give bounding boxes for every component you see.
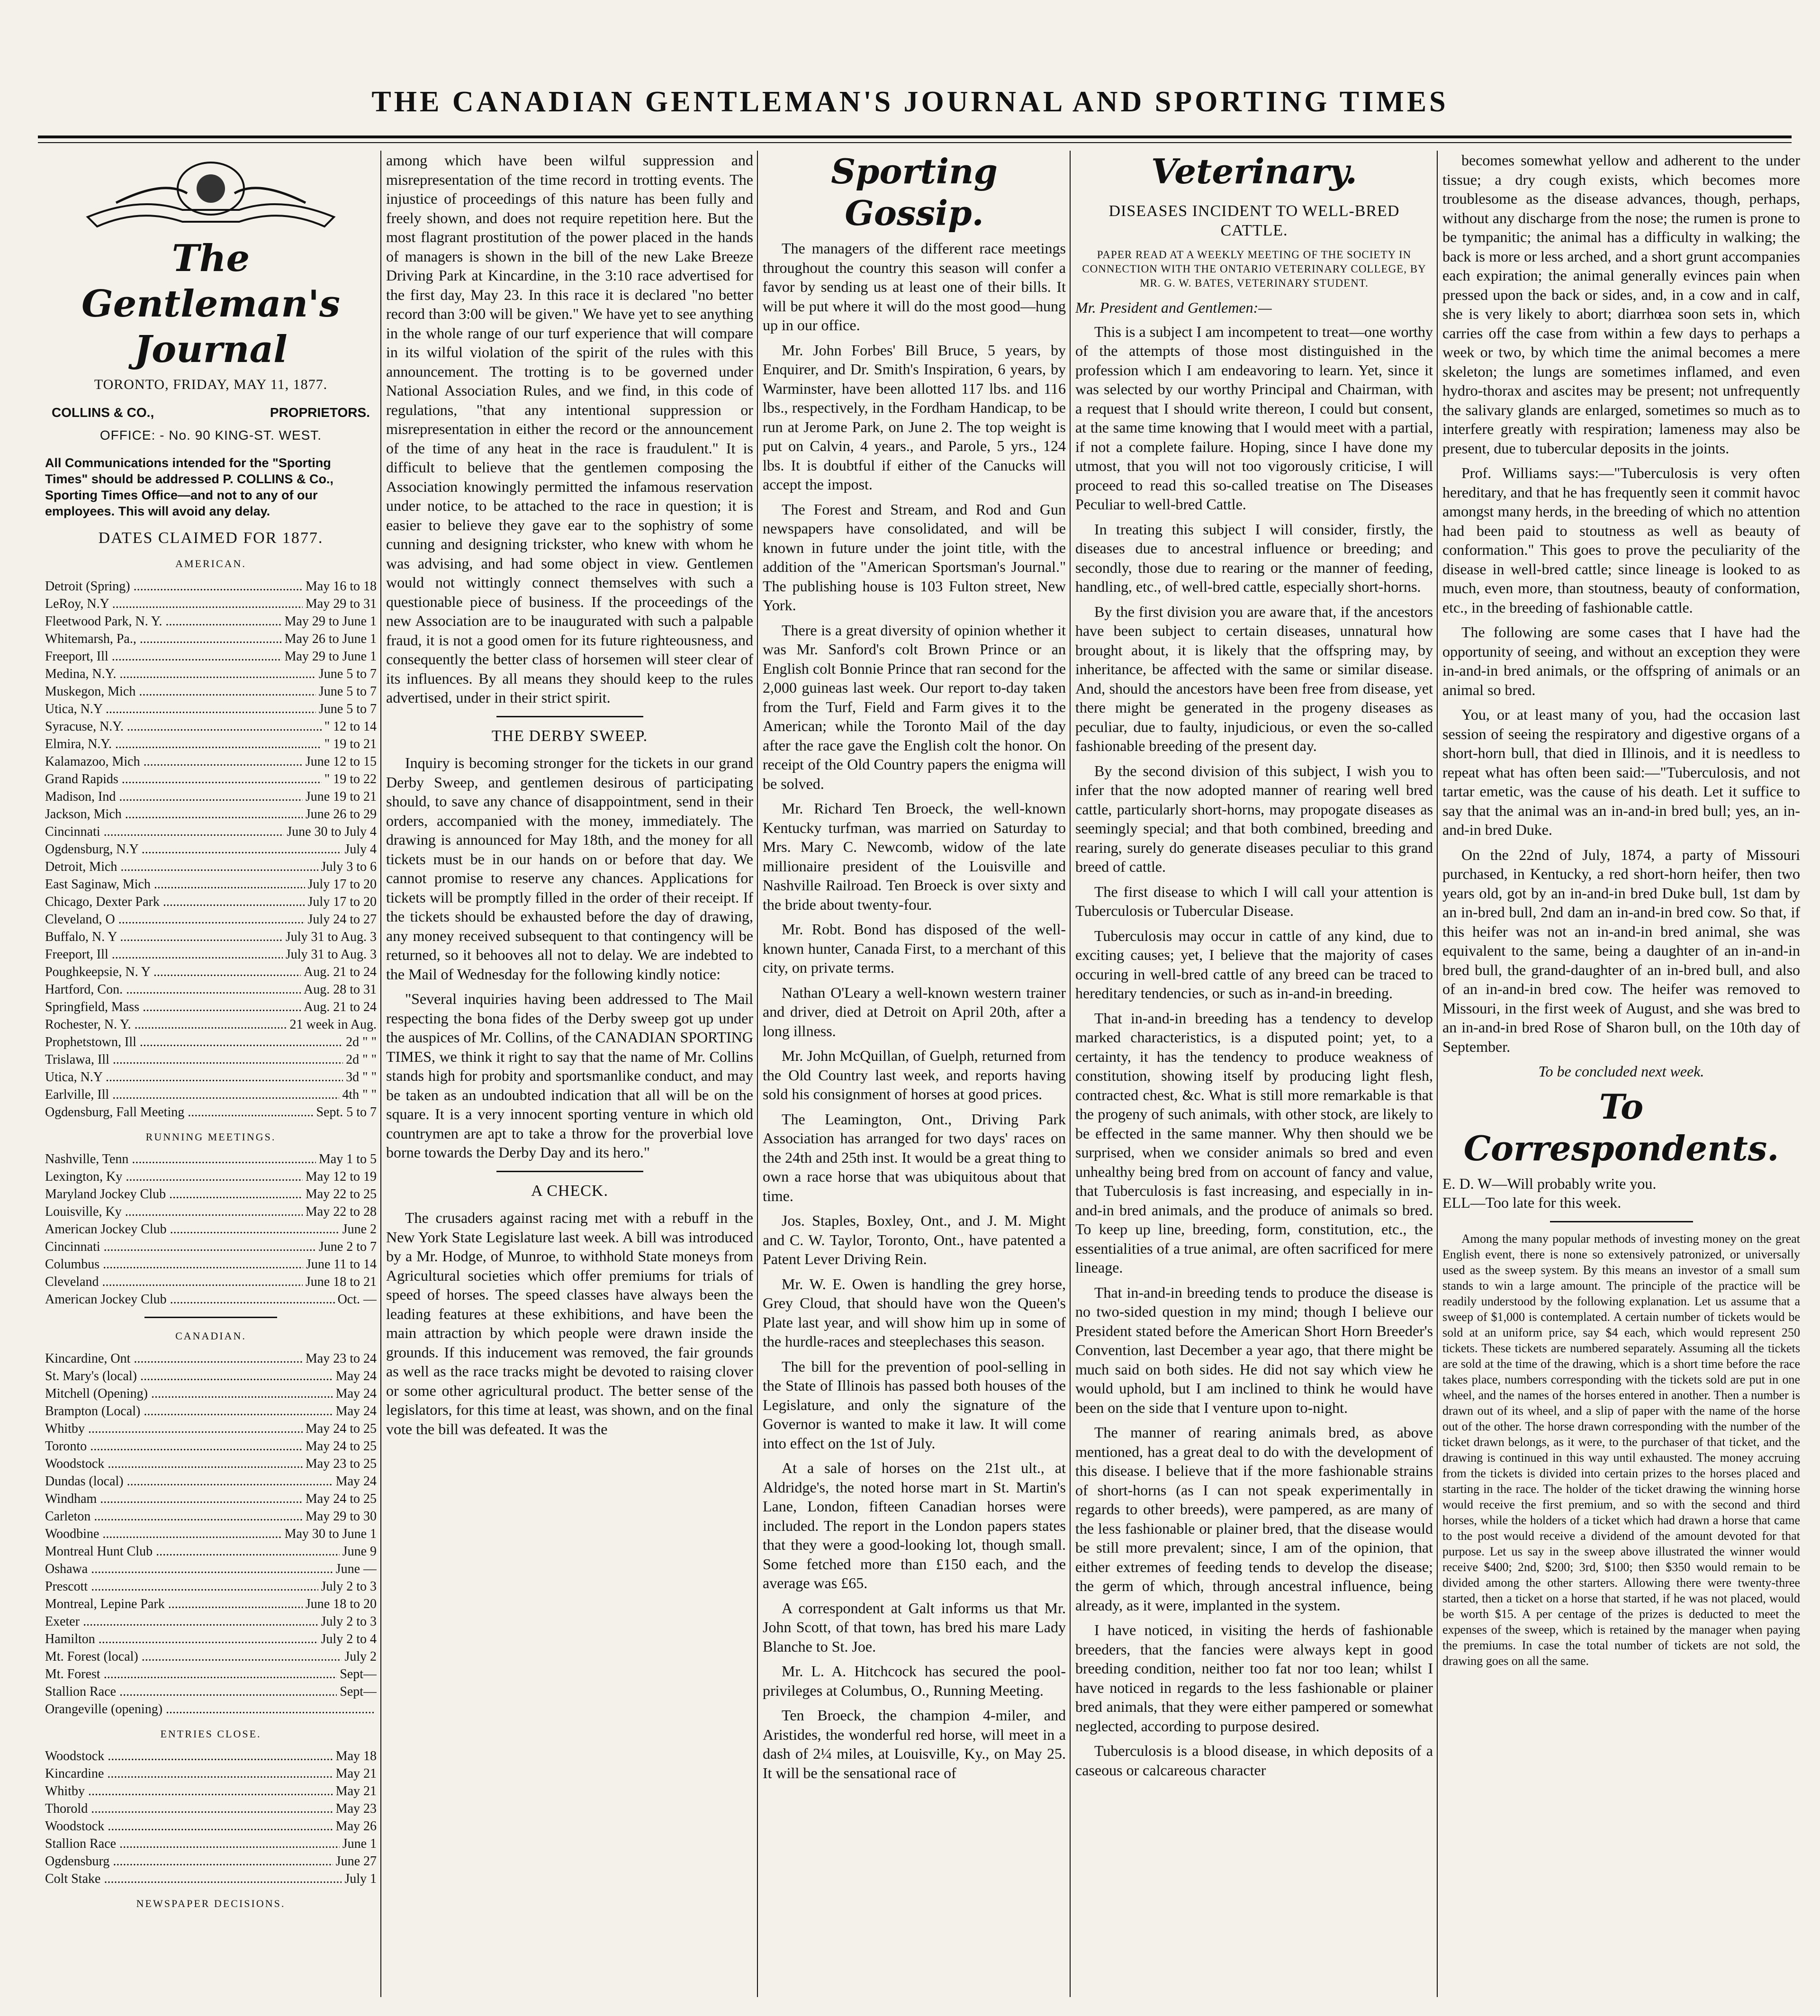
date-row xyxy=(45,1578,377,1595)
meeting-date: May 21 xyxy=(335,1766,377,1781)
venue-name: Thorold ..... xyxy=(45,1800,333,1817)
date-row xyxy=(45,1103,377,1121)
date-row xyxy=(45,1817,377,1835)
venue-name: St. Mary's (local) ..... xyxy=(45,1367,333,1385)
meeting-date: July 3 to 6 xyxy=(321,859,377,874)
venue-name: Woodbine ..... xyxy=(45,1525,282,1543)
venue-name: Cleveland, O ..... xyxy=(45,911,305,928)
venue-name: Utica, N.Y ..... xyxy=(45,1068,343,1086)
date-row xyxy=(45,1033,377,1051)
gossip-item: Mr. Richard Ten Broeck, the well-known Kentucky turfman, was married on Saturday to Mrs. Mary C. Newcomb, widow of the late millionaire president of the Louisville and Nashville Railroad. Ten Broeck is over sixty and the bride about twenty-four. xyxy=(763,800,1066,913)
sporting-gossip-heading: Sporting Gossip. xyxy=(831,151,998,233)
meeting-date: June 2 xyxy=(342,1222,377,1237)
gossip-item: The bill for the prevention of pool-selling in the State of Illinois has passed both houses of the Legislature, and only the signature of the Governor is wanted to make it law. It will come into effect on the 1st of July. xyxy=(763,1357,1066,1452)
venue-name: Mt. Forest (local) ..... xyxy=(45,1648,342,1665)
article-paragraph: You, or at least many of you, had the occasion last session of seeing the respiratory and digestive organs of a short-horn bull, that died in Illinois, and it is needless to repeat what has often been said:—"Tuberculosis, and not tartar emetic, was the cause of his death. Let it suffice to say that the animal was an in-and-in bred bull; yes, an in-and-in bred Duke. xyxy=(1442,706,1800,838)
divider xyxy=(496,1171,643,1172)
masthead-rule-thin xyxy=(38,142,1792,143)
meeting-date: May 1 to 5 xyxy=(318,1152,377,1166)
venue-name: Louisville, Ky ..... xyxy=(45,1203,303,1220)
meeting-date: May 30 to June 1 xyxy=(284,1526,377,1541)
article-paragraph: That in-and-in breeding tends to produce the disease is no two-sided question in my mind; though I believe our President stated before the American Short Horn Breeder's Convention, last December a year ago, that there might be much said on both sides. He did not say which view he would uphold, but I am inclined to think he would have been on the side that I venture upon to-night. xyxy=(1075,1284,1433,1416)
date-row xyxy=(45,1455,377,1473)
venue-name: Freeport, Ill ..... xyxy=(45,648,282,665)
venue-name: Prescott ..... xyxy=(45,1578,318,1595)
gossip-item: There is a great diversity of opinion whether it was Mr. Sanford's colt Brown Prince or an English colt Bonnie Prince that ran second for the 2,000 guineas last week. Our report to-day taken from the Turf, Field and Farm gives it to the American; while the Toronto Mail of the day after the race gave the English colt the honor. On receipt of the Old Country papers the enigma will be solved. xyxy=(763,621,1066,792)
meeting-date: " 19 to 21 xyxy=(324,736,377,751)
date-row xyxy=(45,735,377,753)
meeting-date: Oct. — xyxy=(337,1292,377,1307)
meeting-date: July 17 to 20 xyxy=(307,877,377,892)
date-row xyxy=(45,1543,377,1560)
meeting-date: " 12 to 14 xyxy=(324,719,377,734)
sweep-article: Among the many popular methods of investing money on the great English event, there is none so extensively patronized, or universally used as the sweep system. By this means an investor of a small sum stands to win a large amount. The principle of the practice will be readily understood by the following explanation. Let us assume that a sweep of $1,000 is contemplated. A certain number of tickets would be sold at an uniform price, say $4 each, which would represent 250 tickets. These tickets are numbered separately. Assuming all the tickets are sold at the time of the drawing, which is a short time before the race takes place, numbers corresponding with the tickets sold are put in one wheel, and the names of the horses entered in another. Then a number is drawn out of its wheel, and a slip of paper with the name of the horse out of the other. The horse drawn corresponding with the number of the ticket drawn belongs, as it were, to the purchaser of that ticket, and the drawing is continued in this way until exhausted. The money accruing from the tickets is divided into certain prizes to the horses placed and starting in the race. The holder of the ticket drawing the winning horse would receive the first premium, and so with the second and third horses, while the holders of a ticket which had drawn a horse that came to the post would receive a dividend of the amount devoted for that purpose. Let us say in the sweep above illustrated the winner would receive $400; 2nd, $200; 3rd, $100; then $350 would remain to be divided among the other starters. Allowing there were twenty-three started, then a ticket on a horse that started, if he was not placed, would be worth $15. A per centage of the prizes is deducted to meet the expenses of the sweep, which is retained by the manager when paying the premiums. In case the total number of tickets are not sold, the drawing goes on all the same. xyxy=(1442,1231,1800,1668)
correspondents-heading: To Correspondents. xyxy=(1463,1086,1779,1168)
meeting-date: 4th " " xyxy=(342,1087,377,1102)
meeting-date: May 29 to 30 xyxy=(305,1509,377,1524)
veterinary-heading: Veterinary. xyxy=(1151,151,1357,191)
gossip-item: Ten Broeck, the champion 4-miler, and Aristides, the wonderful red horse, will meet in a dash of 2¼ miles, at Louisville, Ky., on May 25. It will be the sensational race of xyxy=(763,1707,1066,1781)
salutation: Mr. President and Gentlemen:— xyxy=(1075,299,1272,316)
entries-dates-list xyxy=(45,1747,377,1888)
meeting-date: May 24 xyxy=(335,1474,377,1489)
entries-heading: ENTRIES CLOSE. xyxy=(160,1727,261,1740)
venue-name: Medina, N.Y. ..... xyxy=(45,665,316,683)
meeting-date: May 22 to 25 xyxy=(305,1187,377,1202)
article-paragraph: "Several inquiries having been addressed to The Mail respecting the bona fides of the Derby sweep got up under the auspices of Mr. Collins, of the CANADIAN SPORTING TIMES, we think it right to say that the name of Mr. Collins stands high for probity and sportsmanlike conduct, and may be taken as an undoubted indication that all will be on the square. It is a very innocent sporting venture in which old countrymen are apt to take a throw for the proverbial love borne towards the Derby Day and its hero." xyxy=(386,990,753,1161)
date-row xyxy=(45,1068,377,1086)
date-row xyxy=(45,665,377,683)
date-row xyxy=(45,683,377,700)
meeting-date: May 23 to 24 xyxy=(305,1351,377,1366)
gossip-item: The Leamington, Ont., Driving Park Association has arranged for two days' races on the 24th and 25th inst. It would be a great thing to own a race horse that was ubiquitous about that time. xyxy=(763,1110,1066,1204)
article-paragraph: Tuberculosis may occur in cattle of any kind, due to exciting causes; yet, I believe that the majority of cases occuring in well-bred cattle of any breed can be traced to hereditary tendencies, or such as in-and-in breeding. xyxy=(1075,927,1433,1002)
meeting-date: July 4 xyxy=(344,841,377,857)
date-row xyxy=(45,1870,377,1888)
meeting-date: May 24 xyxy=(335,1368,377,1383)
column-divider xyxy=(1070,151,1071,1997)
venue-name: Kincardine, Ont ..... xyxy=(45,1350,303,1367)
meeting-date: " 19 to 22 xyxy=(324,771,377,787)
venue-name: Chicago, Dexter Park ..... xyxy=(45,893,305,911)
meeting-date: May 24 to 25 xyxy=(305,1421,377,1436)
article-paragraph: By the first division you are aware that, if the ancestors have been subject to certain diseases, unnatural how brought about, it is likely that the offspring may, by inheritance, be affected with the same or similar disease. And, should the ancestors have been free from disease, yet there might be generated in the progeny diseases as peculiar, due to faulty, injudicious, or even the so-called fashionable breeding of the present day. xyxy=(1075,603,1433,754)
divider xyxy=(496,716,643,717)
gossip-item: Mr. John McQuillan, of Guelph, returned from the Old Country last week, and reports having sold his consignment of horses at good prices. xyxy=(763,1047,1066,1103)
meeting-date: June 12 to 15 xyxy=(305,754,377,769)
venue-name: Prophetstown, Ill ..... xyxy=(45,1033,343,1051)
meeting-date: 21 week in Aug. xyxy=(289,1017,377,1032)
date-row xyxy=(45,648,377,665)
meeting-date: June 5 to 7 xyxy=(318,684,377,699)
article-paragraph: On the 22nd of July, 1874, a party of Missouri purchased, in Kentucky, a red short-horn heifer, then two years old, got by an in-and-in bred Duke bull, 1st dam by an in-bred bull, 2nd dam an in-and-in bred cow. So that, if this heifer was not an in-and-in bred animal, she was equivalent to the same, being a daughter of an in-and-in bred bull, the grand-daughter of an in-bred bull, and also of an in-and-in bred cow. The heifer was removed to Missouri, in the first week of August, and she was bred to an in-and-in bred Rose of Sharon bull, on the 10th day of September. xyxy=(1442,846,1800,1055)
venue-name: Muskegon, Mich ..... xyxy=(45,683,316,700)
footer-heading: NEWSPAPER DECISIONS. xyxy=(136,1898,286,1909)
date-row xyxy=(45,876,377,893)
meeting-date: May 26 to June 1 xyxy=(284,631,377,646)
column-divider xyxy=(757,151,758,1997)
meeting-date: May 24 to 25 xyxy=(305,1491,377,1506)
date-row xyxy=(45,1525,377,1543)
venue-name: Ogdensburg ..... xyxy=(45,1853,333,1870)
meeting-date: July 17 to 20 xyxy=(307,894,377,909)
column-3 xyxy=(763,151,1066,1994)
meeting-date: June 11 to 14 xyxy=(306,1257,377,1272)
meeting-date: June 1 xyxy=(342,1836,377,1851)
meeting-date: May 23 xyxy=(335,1801,377,1816)
date-row xyxy=(45,1473,377,1490)
meeting-date: May 29 to June 1 xyxy=(284,614,377,629)
meeting-date: May 16 to 18 xyxy=(305,579,377,594)
meeting-date: June 19 to 21 xyxy=(305,789,377,804)
date-row xyxy=(45,1350,377,1367)
venue-name: Orangeville (opening) ..... xyxy=(45,1700,374,1718)
meeting-date: July 2 to 3 xyxy=(321,1614,377,1629)
venue-name: Madison, Ind ..... xyxy=(45,788,303,805)
article-byline: PAPER READ AT A WEEKLY MEETING OF THE SOCIETY IN CONNECTION WITH THE ONTARIO VETERINARY COLLEGE, BY MR. G. W. BATES, VETERINARY STUDENT. xyxy=(1082,249,1426,289)
date-row xyxy=(45,1490,377,1508)
column-1 xyxy=(45,151,377,1994)
venue-name: Cleveland ..... xyxy=(45,1273,303,1291)
venue-name: Kalamazoo, Mich ..... xyxy=(45,753,303,770)
dates-heading: DATES CLAIMED FOR 1877. xyxy=(98,529,324,547)
date-row xyxy=(45,753,377,770)
venue-name: Whitemarsh, Pa., ..... xyxy=(45,630,282,648)
column-5 xyxy=(1442,151,1800,1994)
continued-note: To be concluded next week. xyxy=(1538,1063,1704,1080)
article-paragraph: The first disease to which I will call your attention is Tuberculosis or Tubercular Disease. xyxy=(1075,883,1433,919)
meeting-date: July 1 xyxy=(344,1871,377,1886)
date-row xyxy=(45,1402,377,1420)
date-row xyxy=(45,805,377,823)
canadian-dates-list xyxy=(45,1350,377,1718)
meeting-date: June 18 to 21 xyxy=(305,1275,377,1289)
venue-name: Whitby ..... xyxy=(45,1420,303,1437)
meeting-date: Sept— xyxy=(340,1666,377,1682)
venue-name: Carleton ..... xyxy=(45,1508,303,1525)
date-row xyxy=(45,1613,377,1630)
check-heading: A CHECK. xyxy=(531,1182,608,1200)
venue-name: Colt Stake ..... xyxy=(45,1870,342,1888)
gossip-item: Mr. John Forbes' Bill Bruce, 5 years, by Enquirer, and Dr. Smith's Inspiration, 6 years, by Warminster, have been allotted 117 lbs. and 116 lbs., respectively, in the Fordham Handicap, to be run at Jerome Park, on June 2. The top weight is put on Calvin, 4 years., and Parole, 5 yrs., 124 lbs. It is doubtful if either of the Canucks will accept the impost. xyxy=(763,341,1066,493)
venue-name: Woodstock ..... xyxy=(45,1817,333,1835)
gossip-items xyxy=(763,239,1066,1782)
venue-name: Woodstock ..... xyxy=(45,1455,303,1473)
meeting-date xyxy=(374,1700,377,1718)
date-row xyxy=(45,1185,377,1203)
venue-name: Hartford, Con. ..... xyxy=(45,981,301,998)
article-paragraph: I have noticed, in visiting the herds of fashionable breeders, that the fancies were always kept in good breeding condition, neither too fat nor too lean; whilst I have noticed in regards to the less fashionable or plainer bred animals, that they were either pampered or somewhat neglected, according to purpose desired. xyxy=(1075,1621,1433,1735)
meeting-date: Aug. 21 to 24 xyxy=(304,964,377,979)
gossip-item: The managers of the different race meetings throughout the country this season will confer a favor by sending us at least one of their bills. It will be put where it will do the most good—hung up in our office. xyxy=(763,240,1066,334)
date-row xyxy=(45,1508,377,1525)
date-row xyxy=(45,1150,377,1168)
venue-name: Trislawa, Ill ..... xyxy=(45,1051,343,1068)
meeting-date: July 31 to Aug. 3 xyxy=(285,947,377,962)
venue-name: Stallion Race ..... xyxy=(45,1683,337,1700)
date-row xyxy=(45,613,377,630)
column-divider xyxy=(1437,151,1438,1997)
date-row xyxy=(45,1273,377,1291)
venue-name: Brampton (Local) ..... xyxy=(45,1402,333,1420)
gossip-item: Mr. L. A. Hitchcock has secured the pool-privileges at Columbus, O., Running Meeting. xyxy=(763,1663,1066,1699)
meeting-date: Sept. 5 to 7 xyxy=(316,1104,377,1120)
date-row xyxy=(45,858,377,876)
date-row xyxy=(45,578,377,595)
meeting-date: 3d " " xyxy=(346,1069,377,1085)
venue-name: Exeter ..... xyxy=(45,1613,318,1630)
date-row xyxy=(45,998,377,1016)
veterinary-article-continued xyxy=(1442,151,1800,1056)
venue-name: Fleetwood Park, N. Y. ..... xyxy=(45,613,282,630)
meeting-date: July 24 to 27 xyxy=(307,912,377,927)
proprietors-name: COLLINS & CO., xyxy=(52,405,154,420)
meeting-date: May 18 xyxy=(335,1749,377,1763)
meeting-date: May 21 xyxy=(335,1784,377,1799)
venue-name: LeRoy, N.Y ..... xyxy=(45,595,303,613)
date-row xyxy=(45,1853,377,1870)
date-row xyxy=(45,1367,377,1385)
venue-name: Springfield, Mass ..... xyxy=(45,998,301,1016)
date-row xyxy=(45,1630,377,1648)
gossip-item: At a sale of horses on the 21st ult., at Aldridge's, the noted horse mart in St. Martin's Lane, London, fifteen Canadian horses were included. The report in the London papers states that they were a good-looking lot, though small. Some fetched more than £150 each, and the average was £65. xyxy=(763,1459,1066,1591)
date-row xyxy=(45,770,377,788)
date-row xyxy=(45,1595,377,1613)
meeting-date: June 5 to 7 xyxy=(318,666,377,681)
journal-title: The Gentleman's Journal xyxy=(81,237,340,371)
venue-name: Dundas (local) ..... xyxy=(45,1473,333,1490)
date-row xyxy=(45,1016,377,1033)
venue-name: Detroit (Spring) ..... xyxy=(45,578,303,595)
crest-logo xyxy=(45,151,377,231)
venue-name: Elmira, N.Y. ..... xyxy=(45,735,322,753)
article-paragraph: Prof. Williams says:—"Tuberculosis is very often hereditary, and that he has frequently seen it commit havoc amongst many herds, in the breeding of which no attention had been paid to stoutness as well as beauty of conformation." This goes to prove the peculiarity of the disease in well-bred cattle; since lineage is looked to as much, even more, than stoutness, beauty of conformation, etc., in the breeding of fashionable cattle. xyxy=(1442,464,1800,616)
venue-name: Montreal, Lepine Park ..... xyxy=(45,1595,303,1613)
date-row xyxy=(45,946,377,963)
article-paragraph: Tuberculosis is a blood disease, in which deposits of a caseous or calcareous character xyxy=(1075,1742,1433,1779)
meeting-date: Aug. 28 to 31 xyxy=(304,982,377,997)
date-row xyxy=(45,928,377,946)
venue-name: Grand Rapids ..... xyxy=(45,770,322,788)
gossip-item: The Forest and Stream, and Rod and Gun newspapers have consolidated, and will be known in future under the joint title, with the addition of the "American Sportsman's Journal." The publishing house is 103 Fulton street, New York. xyxy=(763,500,1066,614)
date-row xyxy=(45,1700,377,1718)
article-paragraph: By the second division of this subject, I wish you to infer that the now adopted manner of rearing well bred cattle, particularly short-horns, may propogate diseases as seemingly special; and that both combined, breeding and rearing, surely do generate diseases peculiar to this grand breed of cattle. xyxy=(1075,762,1433,875)
venue-name: Oshawa ..... xyxy=(45,1560,333,1578)
gossip-item: Nathan O'Leary a well-known western trainer and driver, died at Detroit on April 20th, after a long illness. xyxy=(763,984,1066,1040)
meeting-date: May 26 xyxy=(335,1819,377,1834)
column-2 xyxy=(386,151,753,1994)
date-row xyxy=(45,981,377,998)
american-dates-list xyxy=(45,578,377,1121)
venue-name: Lexington, Ky ..... xyxy=(45,1168,303,1185)
meeting-date: Sept— xyxy=(340,1684,377,1699)
venue-name: Windham ..... xyxy=(45,1490,303,1508)
column-4 xyxy=(1075,151,1433,1994)
date-row xyxy=(45,963,377,981)
veterinary-article-body xyxy=(1075,322,1433,1780)
date-row xyxy=(45,1800,377,1817)
masthead: THE CANADIAN GENTLEMAN'S JOURNAL AND SPORTING TIMES xyxy=(371,86,1449,118)
date-row xyxy=(45,1385,377,1402)
date-row xyxy=(45,630,377,648)
american-heading: AMERICAN. xyxy=(175,558,246,570)
gossip-item: Mr. W. E. Owen is handling the grey horse, Grey Cloud, that should have won the Queen's Plate last year, and will show him up in some of the hurdle-races and steeplechases this season. xyxy=(763,1275,1066,1350)
meeting-date: May 22 to 28 xyxy=(305,1204,377,1219)
proprietors-label: PROPRIETORS. xyxy=(270,405,370,420)
venue-name: Poughkeepsie, N. Y ..... xyxy=(45,963,301,981)
date-row xyxy=(45,1560,377,1578)
venue-name: American Jockey Club ..... xyxy=(45,1220,340,1238)
venue-name: Nashville, Tenn ..... xyxy=(45,1150,316,1168)
date-row xyxy=(45,893,377,911)
meeting-date: May 29 to 31 xyxy=(305,596,377,611)
notice: All Communications intended for the "Sporting Times" should be addressed P. COLLINS & Co., Sporting Times Office—and not to any of our employees. This will avoid any delay. xyxy=(45,455,333,518)
meeting-date: May 24 xyxy=(335,1386,377,1401)
canadian-heading: CANADIAN. xyxy=(175,1330,246,1342)
meeting-date: July 2 to 3 xyxy=(321,1579,377,1594)
derby-heading: THE DERBY SWEEP. xyxy=(491,727,648,745)
venue-name: Ogdensburg, N.Y ..... xyxy=(45,841,342,858)
meeting-date: 2d " " xyxy=(346,1052,377,1067)
article-paragraph: The crusaders against racing met with a rebuff in the New York State Legislature last week. A bill was introduced by a Mr. Hodge, of Munroe, to withhold State moneys from Agricultural societies which offer premiums for trials of speed of horses. The speed classes have always been the leading features at these exhibitions, and have been the main attraction by which people were drawn inside the grounds. If this inducement was removed, the fair grounds as well as the race tracks might be devoted to raising clover or some other agricultural product. The better sense of the legislators, for this time at least, was shown, and on the final vote the bill was defeated. It was the xyxy=(386,1209,753,1437)
column-divider xyxy=(380,151,381,1997)
date-row xyxy=(45,700,377,718)
venue-name: American Jockey Club ..... xyxy=(45,1291,335,1308)
date-row xyxy=(45,1051,377,1068)
venue-name: Montreal Hunt Club ..... xyxy=(45,1543,340,1560)
date-row xyxy=(45,1291,377,1308)
date-row xyxy=(45,823,377,841)
venue-name: Kincardine ..... xyxy=(45,1765,333,1782)
office-address: OFFICE: - No. 90 KING-ST. WEST. xyxy=(99,428,322,443)
meeting-date: May 12 to 19 xyxy=(305,1169,377,1184)
venue-name: Syracuse, N.Y. ..... xyxy=(45,718,322,735)
date-row xyxy=(45,1256,377,1273)
venue-name: Utica, N.Y ..... xyxy=(45,700,316,718)
venue-name: East Saginaw, Mich ..... xyxy=(45,876,305,893)
date-row xyxy=(45,1203,377,1220)
date-row xyxy=(45,1168,377,1185)
venue-name: Whitby ..... xyxy=(45,1782,333,1800)
venue-name: Hamilton ..... xyxy=(45,1630,318,1648)
venue-name: Cincinnati ..... xyxy=(45,1238,316,1256)
gossip-item: Jos. Staples, Boxley, Ont., and J. M. Might and C. W. Taylor, Toronto, Ont., have patented a Patent Lever Driving Rein. xyxy=(763,1212,1066,1267)
date-row xyxy=(45,788,377,805)
venue-name: Maryland Jockey Club ..... xyxy=(45,1185,303,1203)
venue-name: Ogdensburg, Fall Meeting ..... xyxy=(45,1103,313,1121)
meeting-date: May 23 to 25 xyxy=(305,1456,377,1471)
meeting-date: May 29 to June 1 xyxy=(284,649,377,664)
date-row xyxy=(45,1420,377,1437)
date-row xyxy=(45,841,377,858)
date-row xyxy=(45,1782,377,1800)
masthead-rule xyxy=(38,136,1792,138)
gossip-item: A correspondent at Galt informs us that Mr. John Scott, of that town, has bred his mare Lady Blanche to St. Joe. xyxy=(763,1599,1066,1655)
divider xyxy=(144,1317,277,1318)
article-paragraph: In treating this subject I will consider, firstly, the diseases due to ancestral influence or breeding; and secondly, those due to rearing or the manner of feeding, handling, etc., of well-bred cattle, especially short-horns. xyxy=(1075,520,1433,595)
meeting-date: June 27 xyxy=(335,1854,377,1869)
date-row xyxy=(45,1765,377,1782)
article-paragraph: The following are some cases that I have had the opportunity of seeing, and without an exception they were in-and-in bred animals, or the offspring of animals or an animal so bred. xyxy=(1442,624,1800,698)
venue-name: Rochester, N. Y. ..... xyxy=(45,1016,287,1033)
correspondent-reply: E. D. W—Will probably write you. xyxy=(1442,1175,1657,1192)
meeting-date: Aug. 21 to 24 xyxy=(304,999,377,1014)
meeting-date: June 9 xyxy=(342,1544,377,1559)
meeting-date: June — xyxy=(335,1561,377,1576)
venue-name: Earlville, Ill ..... xyxy=(45,1086,339,1103)
venue-name: Jackson, Mich ..... xyxy=(45,805,303,823)
article-title: DISEASES INCIDENT TO WELL-BRED CATTLE. xyxy=(1108,202,1400,239)
venue-name: Freeport, Ill ..... xyxy=(45,946,283,963)
article-paragraph: This is a subject I am incompetent to treat—one worthy of the attempts of those most distinguished in the profession which I am endeavoring to learn. Yet, since it was selected by our worthy Principal and Chairman, with a request that I should write thereon, I could but consent, at the same time knowing that I would meet with a partial, if not a complete failure. Hoping, since I have done my utmost, that you will not too vigorously criticise, I will proceed to read this so-called treatise on The Diseases Peculiar to well-bred Cattle. xyxy=(1075,323,1433,513)
divider xyxy=(1550,1221,1693,1222)
date-row xyxy=(45,1220,377,1238)
date-row xyxy=(45,911,377,928)
date-row xyxy=(45,1747,377,1765)
article-paragraph: becomes somewhat yellow and adherent to the under tissue; a dry cough exists, which becomes more troublesome as the disease advances, though, perhaps, without any discharge from the nose; the rumen is prone to be tympanitic; the animal has a difficulty in walking; the back is more or less arched, and a short grunt accompanies each expiration; the animal generally evinces pain when pressed upon the back or sides, and, in a cow and in calf, she is very likely to abort; diarrhœa soon sets in, which carries off the case from within a few days to perhaps a week or two, by which time the animal becomes a mere skeleton; the lungs are sometimes inflamed, and even hydro-thorax and ascites may be present; not unfrequently the salivary glands are enlarged, sometimes so much as to interfere greatly with respiration; lameness may also be present, due to tubercular deposits in the joints. xyxy=(1442,152,1800,457)
meeting-date: May 24 xyxy=(335,1403,377,1419)
dateline: TORONTO, FRIDAY, MAY 11, 1877. xyxy=(94,377,328,392)
venue-name: Mitchell (Opening) ..... xyxy=(45,1385,333,1402)
article-paragraph: Inquiry is becoming stronger for the tickets in our grand Derby Sweep, and gentlemen desirous of participating should, to save any chance of disappointment, send in their orders, accompanied with the money, immediately. The drawing is announced for May 18th, and the money for all tickets must be in our hands on or before that day. We cannot promise to reserve any chances. Applications for tickets will be promptly filled in the order of their receipt. If the tickets should be exhausted before the day of drawing, any money received subsequent to that contingency will be returned, so it behooves all not to delay. We are indebted to the Mail of Wednesday for the following kindly notice: xyxy=(386,754,753,983)
meeting-date: June 18 to 20 xyxy=(305,1596,377,1611)
venue-name: Cincinnati ..... xyxy=(45,823,284,841)
article-paragraph: That in-and-in breeding has a tendency to develop marked characteristics, is a disputed point; yet, to a certainty, it has the tendency to produce weakness of constitution, showing itself by producing light flesh, contracted chest, &c. What is still more remarkable is that the progeny of such animals, with other stock, are likely to be effected in the same manner. Why then should we be surprised, when we consider animals so bred and even unhealthy being bred from on account of fancy and value, that Tuberculosis is fast increasing, and especially in in-and-in bred animals, and the produce of animals so bred. To keep up line, breeding, form, constitution, etc., the essentialities of a true animal, are often sacrificed for mere lineage. xyxy=(1075,1009,1433,1276)
article-paragraph: The manner of rearing animals bred, as above mentioned, has a great deal to do with the development of this disease. I believe that if the more fashionable strains of short-horns (as I can not speak experimentally in regards to other breeds), were pampered, as are many of the less fashionable or plainer bred, that the disease would be still more prevalent; since, I am of the opinion, that either extremes of feeding tends to develop the disease; the germ of which, through ancestral influence, being already, as it were, implanted in the system. xyxy=(1075,1424,1433,1614)
meeting-date: June 5 to 7 xyxy=(318,701,377,716)
correspondent-reply: ELL—Too late for this week. xyxy=(1442,1194,1622,1211)
venue-name: Columbus ..... xyxy=(45,1256,303,1273)
date-row xyxy=(45,1665,377,1683)
venue-name: Stallion Race ..... xyxy=(45,1835,340,1853)
meeting-date: July 2 to 4 xyxy=(321,1631,377,1646)
meeting-date: May 24 to 25 xyxy=(305,1438,377,1454)
meeting-date: June 2 to 7 xyxy=(318,1239,377,1254)
date-row xyxy=(45,1086,377,1103)
venue-name: Detroit, Mich ..... xyxy=(45,858,318,876)
date-row xyxy=(45,1835,377,1853)
running-dates-list xyxy=(45,1150,377,1308)
date-row xyxy=(45,1437,377,1455)
date-row xyxy=(45,595,377,613)
venue-name: Buffalo, N. Y ..... xyxy=(45,928,283,946)
date-row xyxy=(45,1648,377,1665)
meeting-date: July 31 to Aug. 3 xyxy=(285,929,377,944)
meeting-date: June 30 to July 4 xyxy=(287,824,377,839)
date-row xyxy=(45,1238,377,1256)
venue-name: Toronto ..... xyxy=(45,1437,303,1455)
running-heading: RUNNING MEETINGS. xyxy=(145,1130,276,1143)
venue-name: Woodstock ..... xyxy=(45,1747,333,1765)
meeting-date: 2d " " xyxy=(346,1034,377,1049)
date-row xyxy=(45,1683,377,1700)
venue-name: Mt. Forest ..... xyxy=(45,1665,337,1683)
meeting-date: June 26 to 29 xyxy=(305,806,377,822)
date-row xyxy=(45,718,377,735)
gossip-item: Mr. Robt. Bond has disposed of the well-known hunter, Canada First, to a merchant of this city, on private terms. xyxy=(763,921,1066,976)
meeting-date: July 2 xyxy=(344,1649,377,1664)
article-paragraph: among which have been wilful suppression and misrepresentation of the time record in trotting events. The injustice of proceedings of this nature has been fully and freely shown, and does not require repetition here. But the most flagrant prostitution of the power placed in the hands of managers is shown in the bill of the new Lake Breeze Driving Park at Kincardine, in the 3:10 race advertised for the first day, May 23. In this race it is declared "no better record than 3:00 will be given." We have yet to see anything in the whole range of our turf experience that will compare in its wilful violation of the spirit of the rules with this announcement. The trotting is to be governed under National Association Rules, and we find, in this code of regulations, "that any intentional suppression or misrepresentation in either the record or the announcement of the time of any heat in the race is fraudulent." It is difficult to believe that the gentlemen composing the Association knowingly permitted the infamous reservation under notice, to be attached to the race in question; it is easier to believe they gave ear to the sophistry of some cunning and designing trickster, who knew with whom he was advising, and had some object in view. Gentlemen would not wittingly connect themselves with such a questionable piece of business. If the proceedings of the new Association are to be inaugurated with such a palpable fraud, it is not a good omen for its future righteousness, and consequently the better class of horsemen will steer clear of its influences. By all means they should keep to the rules advertised, under in their strict spirit. xyxy=(386,152,753,706)
